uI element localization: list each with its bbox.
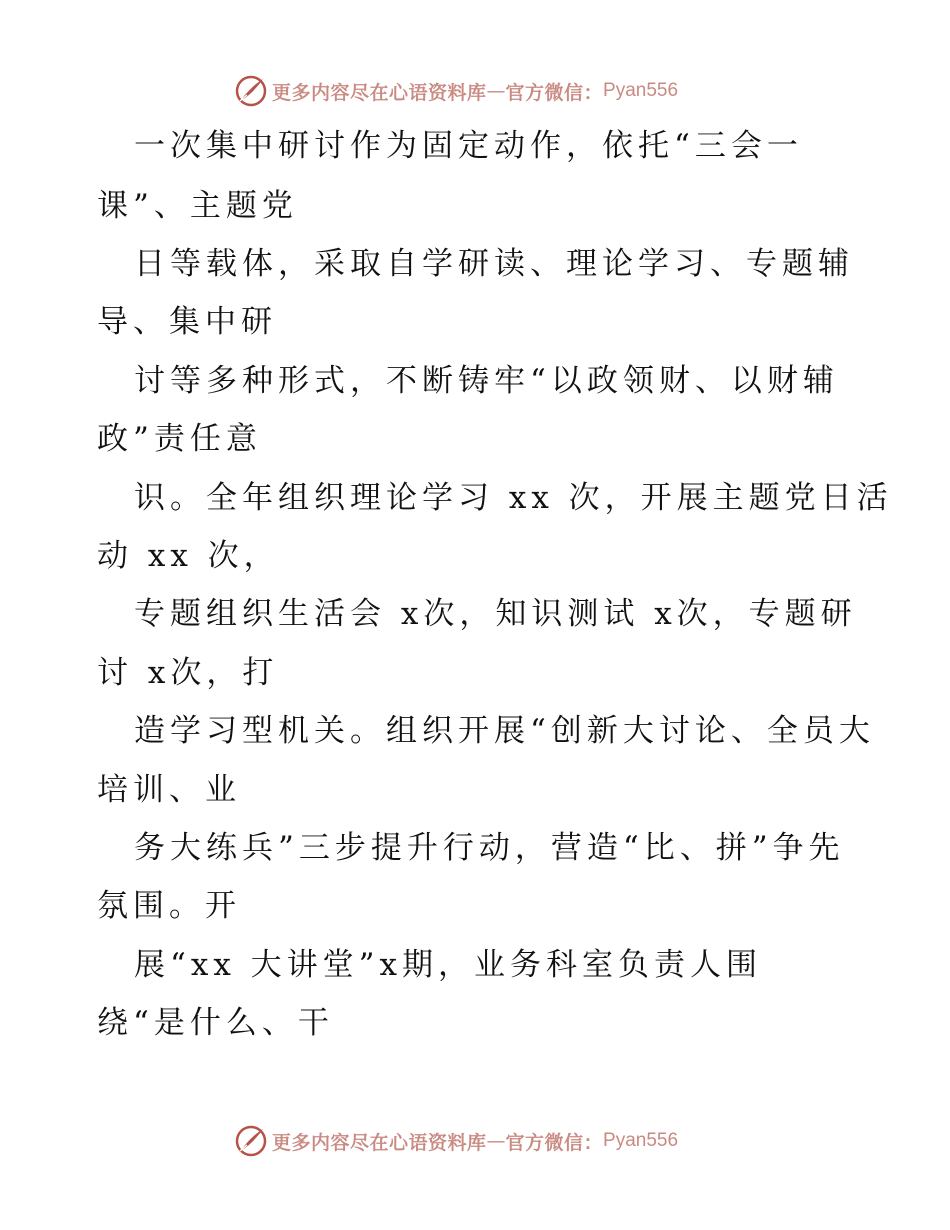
header-watermark — [234, 71, 678, 111]
watermark-separator: — — [486, 80, 506, 102]
text-line: 动 xx 次， — [97, 538, 280, 574]
text-line: 展“xx 大讲堂”x期，业务科室负责人围 — [134, 947, 762, 983]
watermark-wechat-id: Pyan556 — [603, 1130, 679, 1151]
watermark-wechat-id: Pyan556 — [603, 80, 679, 101]
footer-watermark — [234, 1121, 678, 1161]
quill-pen-circle-icon — [234, 74, 268, 108]
text-line: 课”、主题党 — [97, 188, 298, 224]
watermark-site-text: 更多内容尽在心语资料库 — [272, 81, 487, 104]
watermark-site-text: 更多内容尽在心语资料库 — [272, 1131, 487, 1154]
text-line: 政”责任意 — [97, 421, 262, 457]
text-line: 绕“是什么、干 — [97, 1005, 334, 1041]
text-line: 识。全年组织理论学习 xx 次，开展主题党日活 — [134, 480, 893, 516]
text-line: 培训、业 — [97, 772, 241, 808]
text-line: 务大练兵”三步提升行动，营造“比、拼”争先 — [134, 830, 845, 866]
text-line: 一次集中研讨作为固定动作，依托“三会一 — [134, 128, 803, 164]
watermark-wechat-label: 官方微信： — [505, 1131, 604, 1154]
quill-pen-circle-icon — [234, 1124, 268, 1158]
text-line: 日等载体，采取自学研读、理论学习、专题辅 — [134, 246, 854, 282]
text-line: 专题组织生活会 x次，知识测试 x次，专题研 — [134, 596, 857, 632]
text-line: 造学习型机关。组织开展“创新大讨论、全员大 — [134, 713, 875, 749]
text-line: 氛围。开 — [97, 888, 241, 924]
text-line: 讨 x次，打 — [97, 655, 279, 691]
watermark-separator: — — [486, 1130, 506, 1152]
text-line: 讨等多种形式，不断铸牢“以政领财、以财辅 — [134, 363, 839, 399]
text-line: 导、集中研 — [97, 304, 277, 340]
watermark-wechat-label: 官方微信： — [505, 81, 604, 104]
